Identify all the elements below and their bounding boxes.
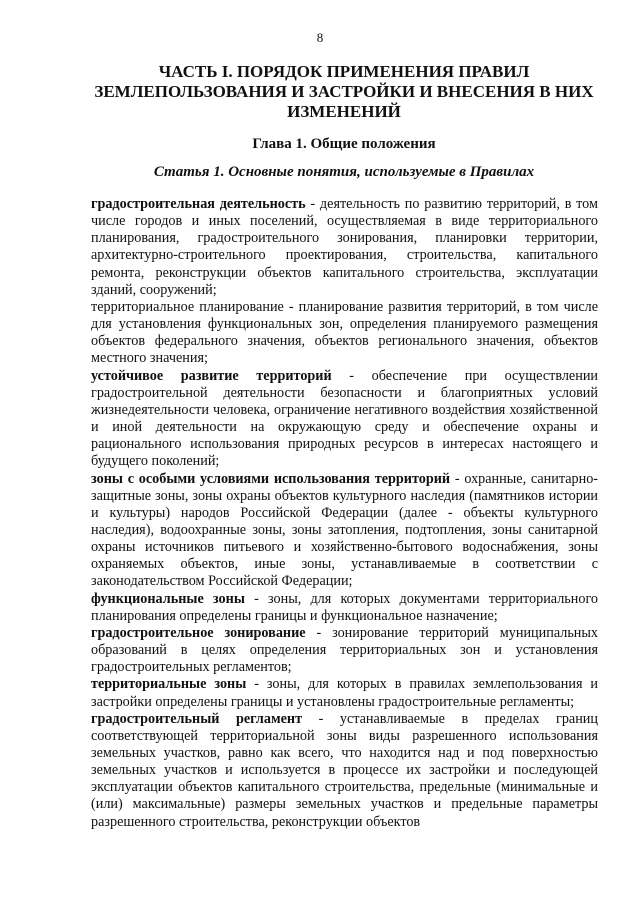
- definition-paragraph: [91, 368, 598, 471]
- definition-paragraph: [91, 591, 598, 625]
- definitions-list: [91, 196, 598, 831]
- definition-text: - охранные, санитарно-защитные зоны, зоны охраны объектов культурного наследия (памятников истории и культуры) народов Российской Федерации (далее - объекты культурного наследия), водоохранные зоны, зоны затопления, подтопления, зоны санитарной охраны источников питьевого и хозяйственно-бытового водоснабжения, зоны охраняемых объектов, иные зоны, устанавливаемые в соответствии с законодательством Российской Федерации;: [91, 470, 599, 590]
- definition-text: - зоны, для которых в правилах землепользования и застройки определены границы и установлены градостроительные регламенты;: [91, 676, 598, 710]
- definition-paragraph: [91, 676, 598, 710]
- definition-term: устойчивое развитие территорий: [91, 367, 332, 384]
- definition-text: - зонирование территорий муниципальных образований в целях определения территориальных зон и установления градостроительных регламентов;: [91, 624, 599, 676]
- definition-text: территориальное планирование - планирование развития территорий, в том числе для установления функциональных зон, определения планируемого размещения объектов федерального значения, объектов регионального значения, объектов местного значения;: [91, 298, 598, 367]
- definition-term: функциональные зоны: [91, 590, 245, 607]
- definition-paragraph: [91, 196, 598, 299]
- definition-paragraph: [91, 711, 598, 831]
- definition-text: - зоны, для которых документами территориального планирования определены границы и функциональное назначение;: [91, 590, 599, 624]
- definition-paragraph: [91, 625, 598, 676]
- article-title: Статья 1. Основные понятия, используемые в Правилах: [153, 164, 535, 180]
- definition-text: - обеспечение при осуществлении градостроительной деятельности безопасности и благоприятных условий жизнедеятельности человека, ограничение негативного воздействия хозяйственной и иной деятельности на окружающую среду и обеспечение охраны и рационального использования природных ресурсов в интересах настоящего и будущего поколений;: [91, 367, 598, 470]
- definition-term: градостроительный регламент: [91, 710, 303, 727]
- definition-term: территориальные зоны: [91, 676, 247, 693]
- definition-term: зоны с особыми условиями использования территорий: [91, 470, 451, 487]
- part-title: ЧАСТЬ I. ПОРЯДОК ПРИМЕНЕНИЯ ПРАВИЛ ЗЕМЛЕПОЛЬЗОВАНИЯ И ЗАСТРОЙКИ И ВНЕСЕНИЯ В НИХ ИЗМЕНЕНИЙ: [94, 62, 594, 121]
- definition-paragraph: [91, 471, 598, 591]
- definition-text: - устанавливаемые в пределах границ соответствующей территориальной зоны виды разрешенного использования земельных участков, равно как всего, что находится над и под поверхностью земельных участков и используется в процессе их застройки и последующей эксплуатации объектов капитального строительства, предельные (минимальные и (или) максимальные) размеры земельных участков и предельные параметры разрешенного строительства, реконструкции объектов: [91, 710, 598, 830]
- page-number: 8: [316, 30, 324, 45]
- definition-text: - деятельность по развитию территорий, в том числе городов и иных поселений, осуществляемая в виде территориального планирования, градостроительного зонирования, планировки территории, архитектурно-строительного проектирования, строительства, капитального ремонта, реконструкции объектов капитального строительства, эксплуатации зданий, сооружений;: [91, 196, 598, 298]
- chapter-title: Глава 1. Общие положения: [252, 136, 436, 152]
- definition-term: градостроительная деятельность: [91, 196, 306, 212]
- definition-paragraph: [91, 299, 598, 368]
- definition-term: градостроительное зонирование: [91, 624, 306, 641]
